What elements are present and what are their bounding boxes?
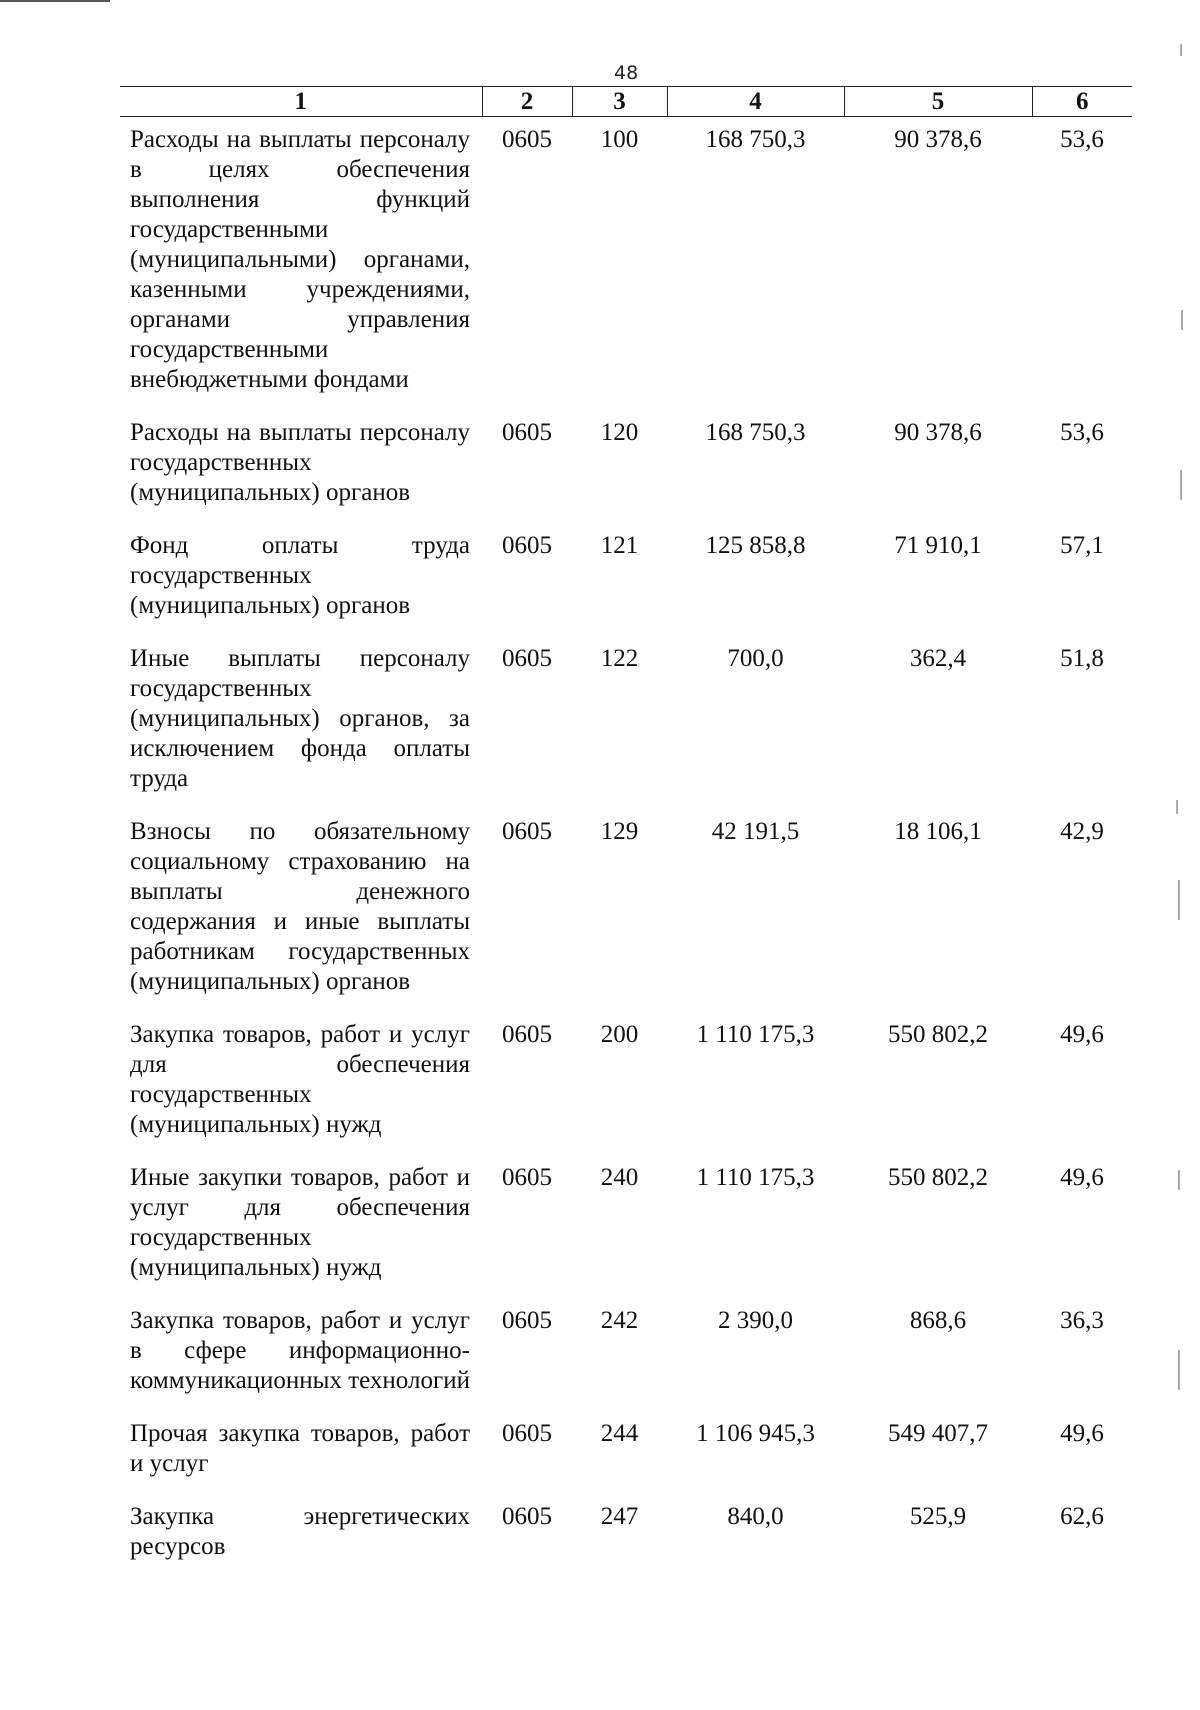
column-header-1: 1 [120,87,482,117]
row-code: 121 [600,532,639,559]
scan-edge-line [0,0,110,2]
table-header-row [120,87,1132,117]
table-row [120,523,1132,636]
row-code: 242 [600,1307,639,1334]
row-plan: 42 191,5 [711,818,800,845]
row-actual: 868,6 [909,1307,967,1334]
row-name: Расходы на выплаты персоналу государственных (муниципальных) органов [130,419,470,506]
row-plan: 1 110 175,3 [696,1164,815,1191]
row-section: 0605 [502,645,552,672]
table-row [120,410,1132,523]
row-percent: 49,6 [1060,1021,1104,1048]
row-percent: 51,8 [1060,645,1104,672]
scan-speck [1181,310,1183,330]
row-section: 0605 [502,126,552,153]
row-actual: 362,4 [909,645,967,672]
row-section: 0605 [502,818,552,845]
row-name: Фонд оплаты труда государственных (муниципальных) органов [130,532,470,619]
row-plan: 168 750,3 [705,126,806,153]
row-section: 0605 [502,1164,552,1191]
table-row [120,117,1132,411]
row-actual: 525,9 [909,1503,967,1530]
row-plan: 840,0 [727,1503,784,1530]
row-name: Закупка энергетических ресурсов [130,1503,470,1560]
row-actual: 550 802,2 [888,1021,988,1048]
row-percent: 36,3 [1060,1307,1104,1334]
table-row [120,1298,1132,1411]
row-section: 0605 [502,1420,552,1447]
row-actual: 90 378,6 [894,126,982,153]
row-code: 244 [600,1420,639,1447]
row-percent: 62,6 [1060,1503,1104,1530]
row-code: 200 [600,1021,639,1048]
scan-speck [1178,1170,1180,1190]
row-actual: 550 802,2 [888,1164,988,1191]
column-header-2: 2 [482,87,572,117]
row-section: 0605 [502,419,552,446]
row-percent: 49,6 [1060,1164,1104,1191]
row-plan: 1 106 945,3 [696,1420,815,1447]
row-code: 247 [600,1503,639,1530]
row-percent: 49,6 [1060,1420,1104,1447]
row-percent: 42,9 [1060,818,1104,845]
row-name: Прочая закупка товаров, работ и услуг [130,1420,470,1477]
budget-table [120,86,1132,1577]
table-row [120,1012,1132,1155]
table-body [120,117,1132,1578]
scan-speck [1176,800,1178,814]
row-plan: 1 110 175,3 [696,1021,815,1048]
column-header-4: 4 [667,87,844,117]
row-name: Расходы на выплаты персоналу в целях обеспечения выполнения функций государственными (муниципальными) органами, казенными учреждениями, органами управления государственными внебюджетными фондами [130,126,470,393]
table-row [120,636,1132,809]
row-section: 0605 [502,1021,552,1048]
page-number: 48 [614,62,639,84]
scan-speck [1180,470,1182,500]
row-percent: 57,1 [1060,532,1104,559]
row-code: 120 [600,419,639,446]
row-plan: 2 390,0 [718,1307,793,1334]
row-section: 0605 [502,532,552,559]
table-row [120,1411,1132,1494]
row-name: Закупка товаров, работ и услуг в сфере информационно-коммуникационных технологий [130,1307,470,1394]
row-percent: 53,6 [1060,419,1104,446]
row-section: 0605 [502,1503,552,1530]
row-actual: 90 378,6 [894,419,982,446]
row-plan: 125 858,8 [705,532,806,559]
row-code: 100 [600,126,639,153]
table-row [120,809,1132,1012]
column-header-3: 3 [572,87,667,117]
row-section: 0605 [502,1307,552,1334]
column-header-5: 5 [844,87,1032,117]
row-percent: 53,6 [1060,126,1104,153]
row-actual: 71 910,1 [894,532,982,559]
row-code: 129 [600,818,639,845]
row-name: Иные выплаты персоналу государственных (муниципальных) органов, за исключением фонда оплаты труда [130,645,470,792]
row-code: 122 [600,645,639,672]
row-name: Взносы по обязательному социальному страхованию на выплаты денежного содержания и иные выплаты работникам государственных (муниципальных) органов [130,818,470,995]
row-plan: 700,0 [727,645,784,672]
scan-speck [1178,880,1180,920]
row-actual: 18 106,1 [894,818,982,845]
column-header-6: 6 [1032,87,1132,117]
row-actual: 549 407,7 [888,1420,988,1447]
row-plan: 168 750,3 [705,419,806,446]
row-name: Закупка товаров, работ и услуг для обеспечения государственных (муниципальных) нужд [130,1021,470,1138]
scan-speck [1180,44,1182,56]
table-row [120,1494,1132,1577]
scan-speck [1178,1350,1180,1390]
table-row [120,1155,1132,1298]
row-name: Иные закупки товаров, работ и услуг для обеспечения государственных (муниципальных) нужд [130,1164,470,1281]
row-code: 240 [600,1164,639,1191]
